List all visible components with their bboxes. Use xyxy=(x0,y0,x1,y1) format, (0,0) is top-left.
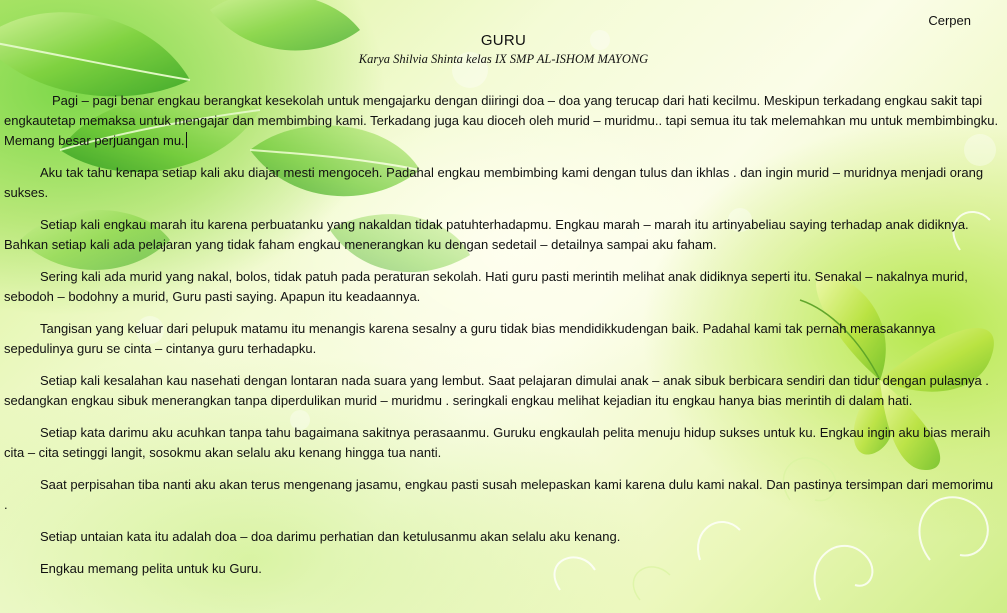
story-paragraph xyxy=(4,91,1000,151)
genre-label: Cerpen xyxy=(928,13,971,28)
story-paragraph: Sering kali ada murid yang nakal, bolos, tidak patuh pada peraturan sekolah. Hati guru pasti merintih melihat anak didiknya seperti itu. Senakal – nakalnya murid, sebodoh – bodohny a murid, Guru pasti saying. Apapun itu keadaannya. xyxy=(4,269,968,304)
story-paragraph: Aku tak tahu kenapa setiap kali aku diajar mesti mengoceh. Padahal engkau membimbing kami dengan tulus dan ikhlas . dan ingin murid – muridnya menjadi orang sukses. xyxy=(4,165,984,200)
story-title: GURU xyxy=(480,32,527,49)
story-paragraph: Tangisan yang keluar dari pelupuk matamu itu menangis karena sesalny a guru tidak bias mendidikkudengan baik. Padahal kami tak pernah merasakannya sepedulinya guru se cinta – cintanya guru terhadapku. xyxy=(4,321,936,356)
story-paragraph: Setiap kali engkau marah itu karena perbuatanku yang nakaldan tidak patuhterhadapmu. Engkau marah – marah itu artinyabeliau saying terhadap anak didiknya. Bahkan setiap kali ada pelajaran yang tidak faham engkau menerangkan ku dengan sedetail – detailnya sampai aku faham. xyxy=(4,217,969,252)
text-cursor xyxy=(186,132,187,148)
story-paragraph: Setiap kali kesalahan kau nasehati dengan lontaran nada suara yang lembut. Saat pelajaran dimulai anak – anak sibuk berbicara sendiri dan tidur dengan pulasnya . sedangkan engkau sibuk menerangkan tanpa diperdulikan murid – muridmu . seringkali engkau melihat kejadian itu engkau hanya bias merintih di dalam hati. xyxy=(4,373,989,408)
story-paragraph: Setiap kata darimu aku acuhkan tanpa tahu bagaimana sakitnya perasaanmu. Guruku engkaulah pelita menuju hidup sukses untuk ku. Engkau ingin aku bias meraih cita – cita setinggi langit, sosokmu akan selalu aku kenang hingga tua nanti. xyxy=(4,425,991,460)
story-paragraph: Setiap untaian kata itu adalah doa – doa darimu perhatian dan ketulusanmu akan selalu aku kenang. xyxy=(40,529,621,544)
story-paragraph: Saat perpisahan tiba nanti aku akan terus mengenang jasamu, engkau pasti susah melepaskan kami karena dulu kami nakal. Dan pastinya tersimpan dari memorimu . xyxy=(4,477,994,512)
author-byline: Karya Shilvia Shinta kelas IX SMP AL-ISHOM MAYONG xyxy=(358,52,649,66)
story-paragraph: Engkau memang pelita untuk ku Guru. xyxy=(40,561,262,576)
story-body xyxy=(4,91,1000,591)
paragraph-text: Pagi – pagi benar engkau berangkat kesekolah untuk mengajarku dengan diiringi doa – doa yang terucap dari hati kecilmu. Meskipun terkadang engkau sakit tapi engkautetap memaksa untuk mengajar dan membimbing kami. Terkadang juga kau dioceh oleh murid – muridmu.. tapi semua itu tak melemahkan mu untuk membimbingku. Memang besar perjuangan mu. xyxy=(4,93,999,148)
